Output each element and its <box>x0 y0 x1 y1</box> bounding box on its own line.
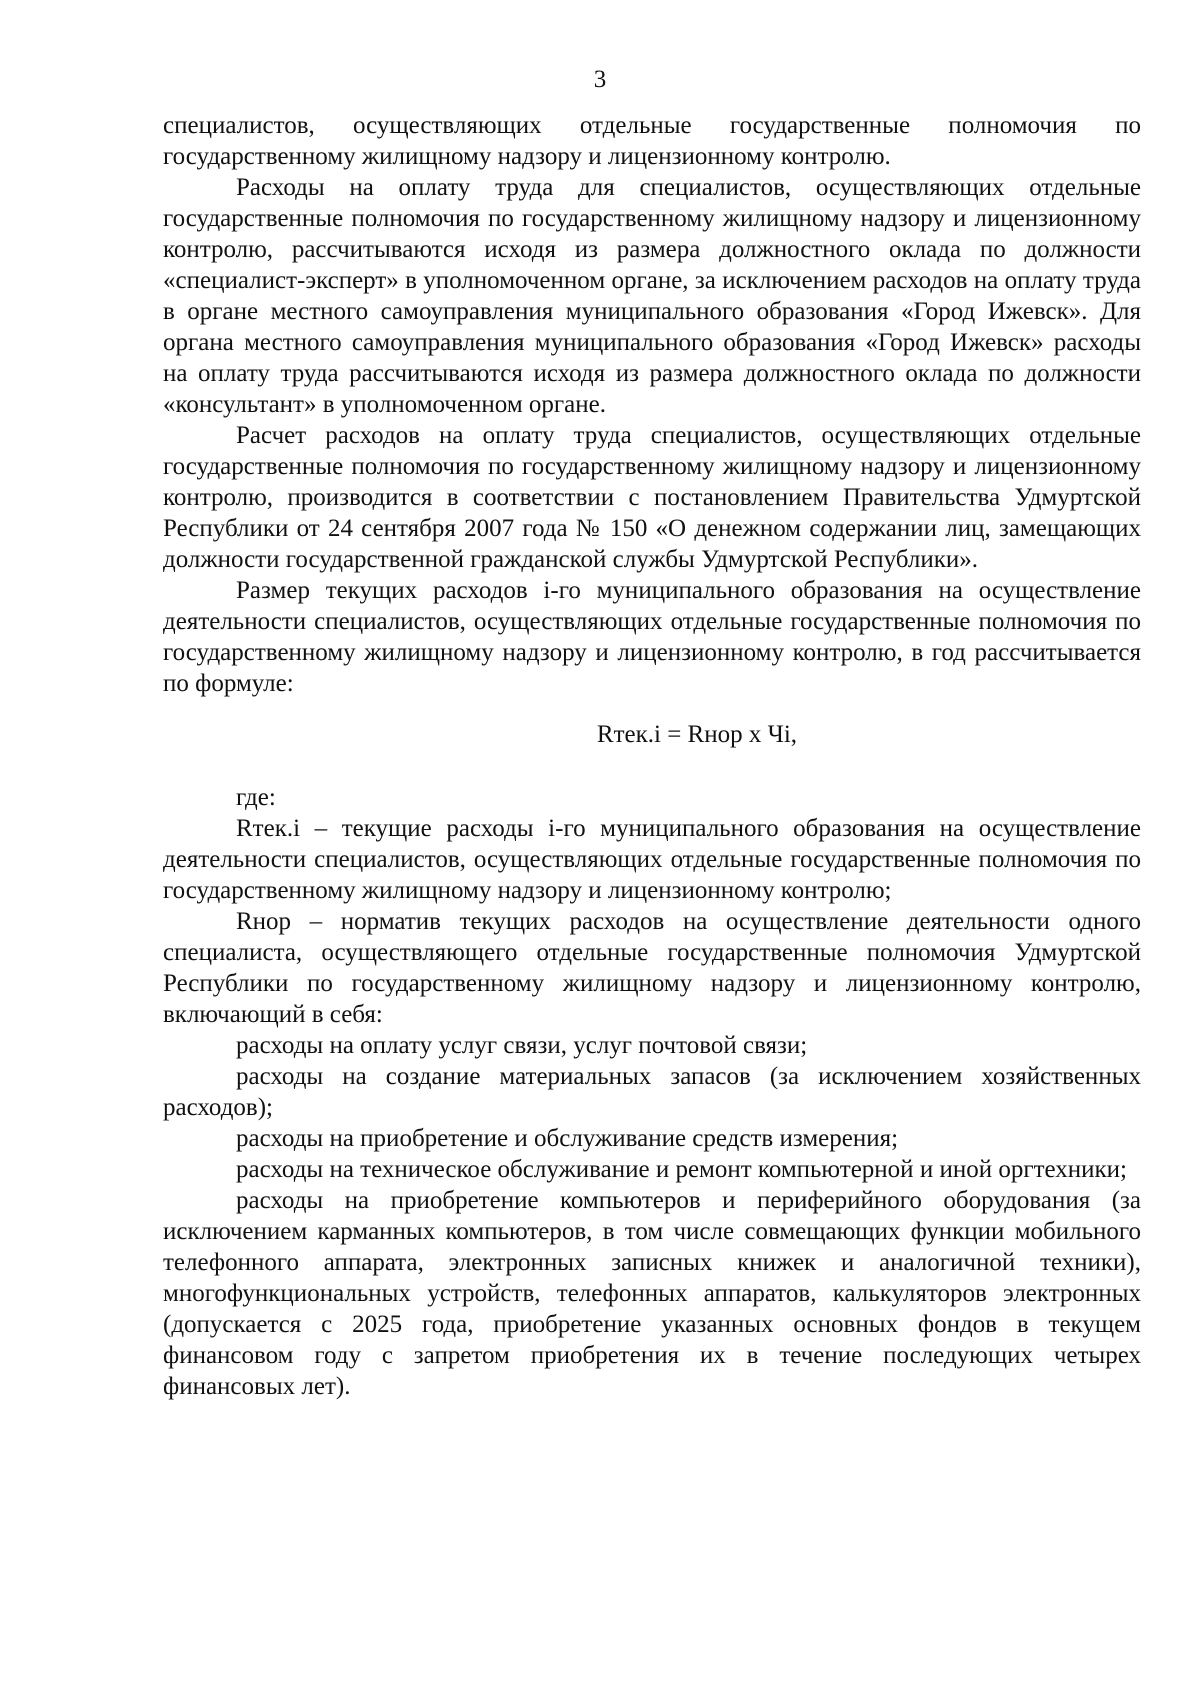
where-label: где: <box>236 784 276 811</box>
list-item: расходы на техническое обслуживание и ремонт компьютерной и иной оргтехники; <box>236 1156 1128 1183</box>
definition-rnor: Rнор – норматив текущих расходов на осуществление деятельности одного специалиста, осуществляющего отдельные государственные полномочия Удмуртской Республики по государственному жилищному надзору и лицензионному контролю, включающий в себя: <box>163 908 1141 1028</box>
page-number: 3 <box>593 66 607 93</box>
list-item: расходы на создание материальных запасов (за исключением хозяйственных расходов); <box>163 1063 1141 1121</box>
formula: Rтек.i = Rнор х Чi, <box>596 721 798 748</box>
paragraph-current-costs-intro: Размер текущих расходов i-го муниципального образования на осуществление деятельности специалистов, осуществляющих отдельные государственные полномочия по государственному жилищному надзору и лицензионному контролю, в год рассчитывается по формуле: <box>163 577 1141 697</box>
list-item: расходы на приобретение и обслуживание средств измерения; <box>236 1125 899 1152</box>
list-item: расходы на приобретение компьютеров и периферийного оборудования (за исключением карманных компьютеров, в том числе совмещающих функции мобильного телефонного аппарата, электронных записных книжек и аналогичной техники), многофункциональных устройств, телефонных аппаратов, калькуляторов электронных (допускается с 2025 года, приобретение указанных основных фондов в текущем финансовом году с запретом приобретения их в течение последующих четырех финансовых лет). <box>163 1187 1141 1400</box>
document-body <box>163 110 1141 1402</box>
paragraph-continuation: специалистов, осуществляющих отдельные государственные полномочия по государственному жилищному надзору и лицензионному контролю. <box>163 112 1141 170</box>
paragraph-labor-calculation: Расчет расходов на оплату труда специалистов, осуществляющих отдельные государственные полномочия по государственному жилищному надзору и лицензионному контролю, производится в соответствии с постановлением Правительства Удмуртской Республики от 24 сентября 2007 года № 150 «О денежном содержании лиц, замещающих должности государственной гражданской службы Удмуртской Республики». <box>163 422 1141 573</box>
paragraph-labor-costs: Расходы на оплату труда для специалистов, осуществляющих отдельные государственные полномочия по государственному жилищному надзору и лицензионному контролю, рассчитываются исходя из размера должностного оклада по должности «специалист-эксперт» в уполномоченном органе, за исключением расходов на оплату труда в органе местного самоуправления муниципального образования «Город Ижевск». Для органа местного самоуправления муниципального образования «Город Ижевск» расходы на оплату труда рассчитываются исходя из размера должностного оклада по должности «консультант» в уполномоченном органе. <box>163 174 1141 418</box>
list-item: расходы на оплату услуг связи, услуг почтовой связи; <box>236 1032 808 1059</box>
definition-rtek: Rтек.i – текущие расходы i-го муниципального образования на осуществление деятельности специалистов, осуществляющих отдельные государственные полномочия по государственному жилищному надзору и лицензионному контролю; <box>163 815 1141 904</box>
